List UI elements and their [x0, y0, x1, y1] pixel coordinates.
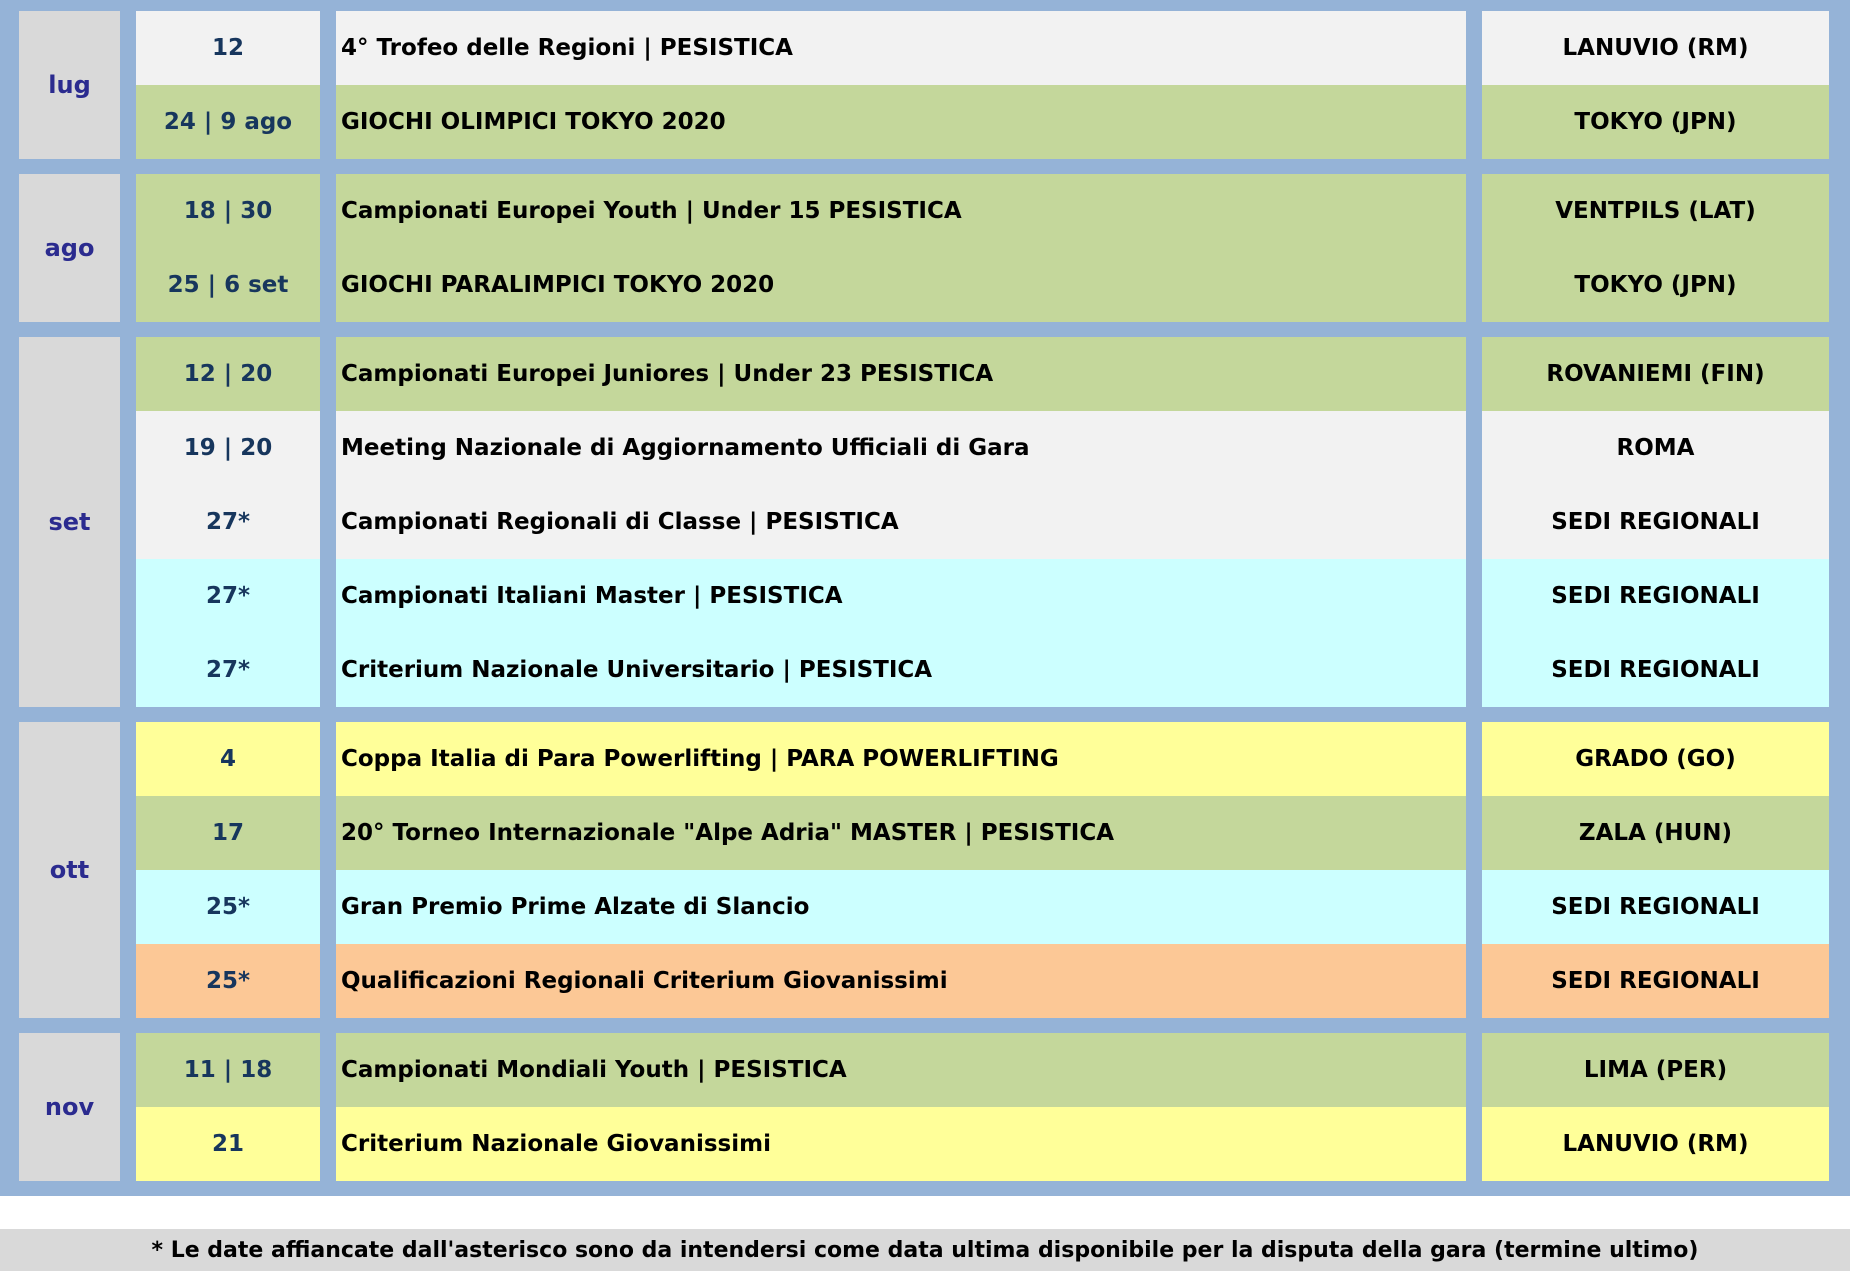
table-row [0, 796, 1850, 870]
event-date: 12 | 20 [136, 337, 320, 411]
event-date: 27* [136, 633, 320, 707]
table-row [0, 1033, 1850, 1107]
event-name: Campionati Europei Juniores | Under 23 PESISTICA [336, 337, 1466, 411]
month-label: nov [19, 1033, 120, 1181]
event-name: Campionati Europei Youth | Under 15 PESISTICA [336, 174, 1466, 248]
event-name: Criterium Nazionale Giovanissimi [336, 1107, 1466, 1181]
event-date: 21 [136, 1107, 320, 1181]
event-name: Campionati Italiani Master | PESISTICA [336, 559, 1466, 633]
event-location: ROVANIEMI (FIN) [1482, 337, 1829, 411]
month-group-nov [0, 1033, 1850, 1181]
event-location: LANUVIO (RM) [1482, 11, 1829, 85]
event-name: GIOCHI OLIMPICI TOKYO 2020 [336, 85, 1466, 159]
event-name: 4° Trofeo delle Regioni | PESISTICA [336, 11, 1466, 85]
event-location: SEDI REGIONALI [1482, 870, 1829, 944]
month-label: set [19, 337, 120, 707]
event-date: 27* [136, 559, 320, 633]
event-location: LANUVIO (RM) [1482, 1107, 1829, 1181]
table-row [0, 633, 1850, 707]
table-row [0, 944, 1850, 1018]
table-row [0, 485, 1850, 559]
event-location: VENTPILS (LAT) [1482, 174, 1829, 248]
event-date: 27* [136, 485, 320, 559]
event-name: Qualificazioni Regionali Criterium Giovanissimi [336, 944, 1466, 1018]
event-location: SEDI REGIONALI [1482, 633, 1829, 707]
table-row [0, 174, 1850, 248]
event-date: 4 [136, 722, 320, 796]
event-location: SEDI REGIONALI [1482, 559, 1829, 633]
month-group-ott [0, 722, 1850, 1018]
event-location: ZALA (HUN) [1482, 796, 1829, 870]
event-date: 18 | 30 [136, 174, 320, 248]
event-name: GIOCHI PARALIMPICI TOKYO 2020 [336, 248, 1466, 322]
event-date: 19 | 20 [136, 411, 320, 485]
event-date: 25 | 6 set [136, 248, 320, 322]
event-date: 12 [136, 11, 320, 85]
table-row [0, 870, 1850, 944]
table-row [0, 411, 1850, 485]
month-label: ago [19, 174, 120, 322]
month-group-set [0, 337, 1850, 707]
table-row [0, 248, 1850, 322]
month-label: lug [19, 11, 120, 159]
table-row [0, 1107, 1850, 1181]
table-row [0, 337, 1850, 411]
month-group-ago [0, 174, 1850, 322]
event-date: 24 | 9 ago [136, 85, 320, 159]
event-name: Campionati Regionali di Classe | PESISTICA [336, 485, 1466, 559]
event-name: Campionati Mondiali Youth | PESISTICA [336, 1033, 1466, 1107]
event-location: TOKYO (JPN) [1482, 248, 1829, 322]
event-location: SEDI REGIONALI [1482, 485, 1829, 559]
event-date: 11 | 18 [136, 1033, 320, 1107]
table-row [0, 559, 1850, 633]
event-location: GRADO (GO) [1482, 722, 1829, 796]
event-location: TOKYO (JPN) [1482, 85, 1829, 159]
footnote: * Le date affiancate dall'asterisco sono da intendersi come data ultima disponibile per la disputa della gara (termine ultimo) [0, 1229, 1850, 1271]
event-location: SEDI REGIONALI [1482, 944, 1829, 1018]
table-row [0, 85, 1850, 159]
event-date: 17 [136, 796, 320, 870]
event-name: 20° Torneo Internazionale "Alpe Adria" MASTER | PESISTICA [336, 796, 1466, 870]
table-row [0, 11, 1850, 85]
table-row [0, 722, 1850, 796]
event-name: Coppa Italia di Para Powerlifting | PARA POWERLIFTING [336, 722, 1466, 796]
event-name: Gran Premio Prime Alzate di Slancio [336, 870, 1466, 944]
event-date: 25* [136, 944, 320, 1018]
event-date: 25* [136, 870, 320, 944]
month-group-lug [0, 11, 1850, 159]
event-location: ROMA [1482, 411, 1829, 485]
month-label: ott [19, 722, 120, 1018]
event-location: LIMA (PER) [1482, 1033, 1829, 1107]
event-name: Criterium Nazionale Universitario | PESISTICA [336, 633, 1466, 707]
event-name: Meeting Nazionale di Aggiornamento Ufficiali di Gara [336, 411, 1466, 485]
